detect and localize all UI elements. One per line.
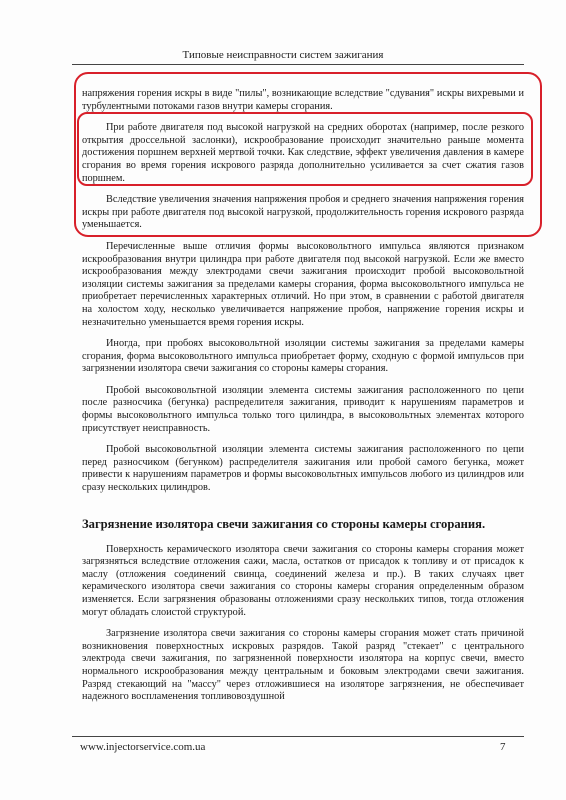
page-body [82, 88, 524, 713]
footer-url: www.injectorservice.com.ua [80, 741, 206, 753]
paragraph-before-distributor: Пробой высоковольтной изоляции элемента системы зажигания расположенного по цепи перед разносчиком (бегунком) распределителя зажигания или пробой самого бегунка, может привести к нарушениям параметров и формы высоковольтных импульсов любого из цилиндров или сразу нескольких цилиндров. [82, 444, 524, 494]
paragraph-differences: Перечисленные выше отличия формы высоковольтного импульса являются признаком искрообразования внутри цилиндра при работе двигателя под высокой нагрузкой. Если же вместо искрообразования между электродами свечи зажигания происходит пробой высоковольтной изоляции системы зажигания за пределами камеры сгорания, форма высоковольтного импульса не приобретает перечисленных характерных отличий. Но при этом, в сравнении с работой двигателя на холостом ходу, несколько увеличивается напряжение пробоя, напряжение горения искры и незначительно уменьшается время горения искры. [82, 240, 524, 328]
section-heading: Загрязнение изолятора свечи зажигания со стороны камеры сгорания. [82, 516, 486, 531]
paragraph-insulation-breakdown: Иногда, при пробоях высоковольтной изоляции системы зажигания за пределами камеры сгорания, форма высоковольтного импульса приобретает форму, сходную с формой импульсов при загрязнении изолятора свечи зажигания со стороны камеры сгорания. [82, 338, 524, 375]
paragraph-breakdown-voltage: Вследствие увеличения значения напряжения пробоя и среднего значения напряжения горения искры при работе двигателя под высокой нагрузкой, продолжительность горения искрового разряда уменьшается. [82, 194, 524, 231]
footer-divider [72, 736, 524, 737]
running-header: Типовые неисправности систем зажигания [182, 49, 384, 61]
header-divider [72, 64, 524, 65]
paragraph-insulator-fouling: Поверхность керамического изолятора свечи зажигания со стороны камеры сгорания может загрязняться вследствие отложения сажи, масла, остатков от присадок к топливу и от присадок к маслу (отложения соединений свинца, соединений железа и пр.). В таких случаях цвет керамического изолятора свечи зажигания со стороны камеры сгорания определенным образом изменяется. Если загрязнения образованы отложениями сразу нескольких типов, тогда отложения могут обладать слоистой структурой. [82, 543, 524, 618]
paragraph-high-load: При работе двигателя под высокой нагрузкой на средних оборотах (например, после резкого открытия дроссельной заслонки), искрообразование происходит значительно раньше момента достижения поршнем верхней мертвой точки. Как следствие, эффект увеличения давления в камере сгорания во время горения искрового разряда дополнительно усиливается за счет сжатия газов поршнем. [82, 122, 524, 184]
page-number: 7 [500, 741, 506, 753]
paragraph-continued: напряжения горения искры в виде "пилы", возникающие вследствие "сдувания" искры вихревыми и турбулентными потоками газов внутри камеры сгорания. [82, 88, 524, 112]
paragraph-after-distributor: Пробой высоковольтной изоляции элемента системы зажигания расположенного по цепи после разносчика (бегунка) распределителя зажигания, приводит к нарушениям параметров и формы высоковольтного импульса только того цилиндра, в высоковольтных элементах которого присутствует неисправность. [82, 384, 524, 434]
paragraph-surface-discharge: Загрязнение изолятора свечи зажигания со стороны камеры сгорания может стать причиной возникновения поверхностных искровых разрядов. Такой разряд "стекает" с центрального электрода свечи зажигания, по загрязненной поверхности изолятора на корпус свечи, вместо нормального искрообразования между центральным и боковым электродами свечи зажигания. Разряд стекающий на "массу" через отложившиеся на изоляторе загрязнения, не обеспечивает надежного воспламенения топливовоздушной [82, 628, 524, 703]
